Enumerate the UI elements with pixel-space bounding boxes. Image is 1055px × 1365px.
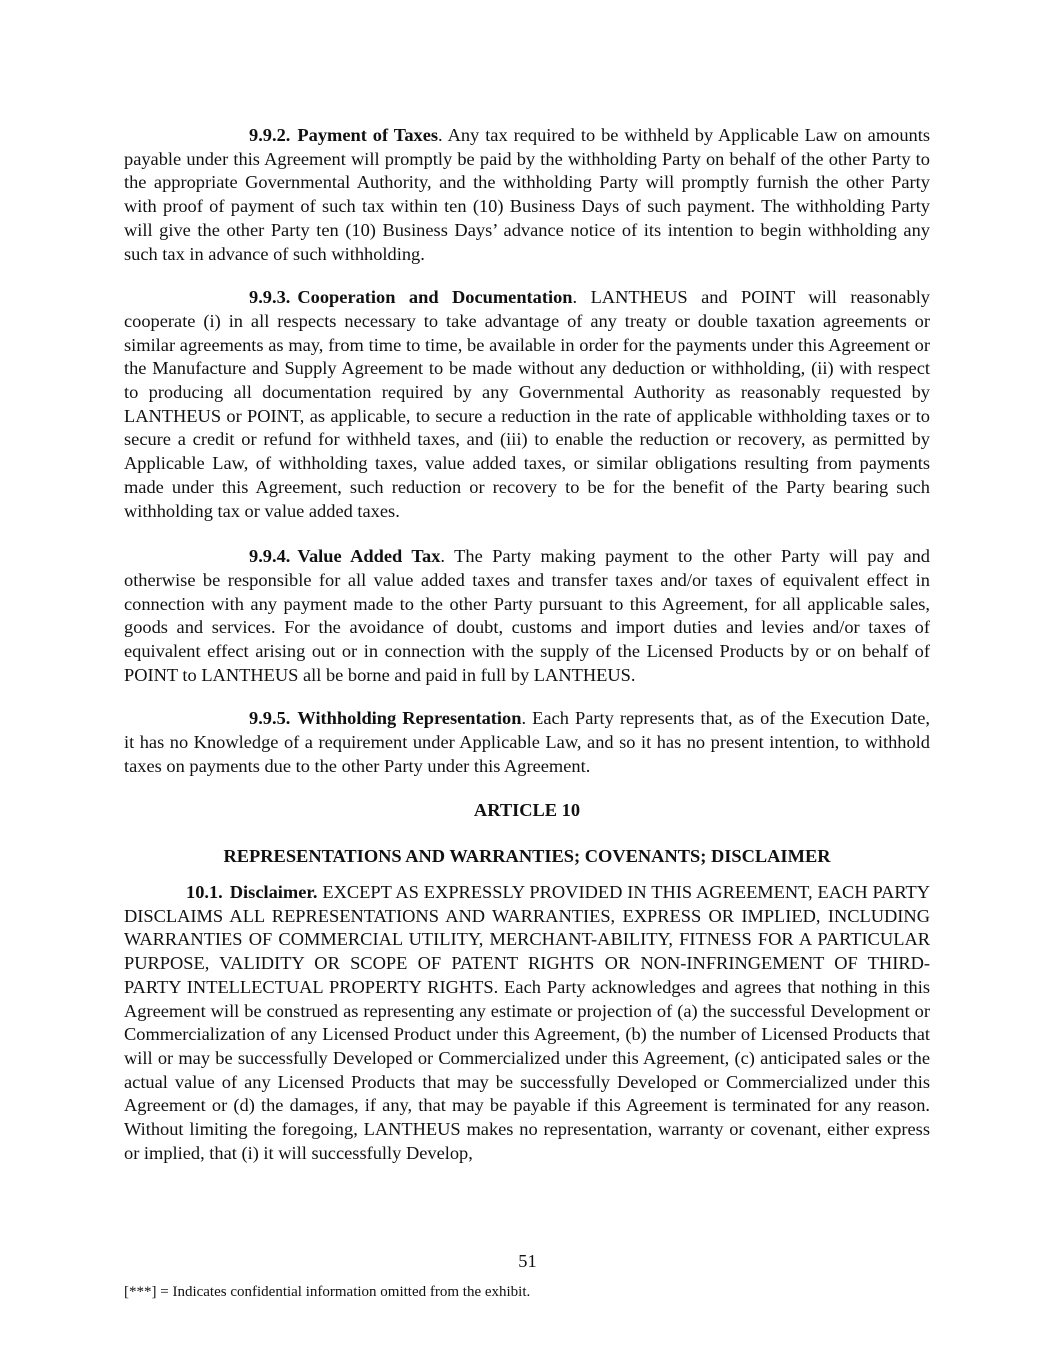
section-body: . Each Party represents that, as of the Execution Date, it has no Knowledge of a requirement under Applicable Law, and so it has no present intention, to withhold taxes on payments due to the other Party under this Agreement. (124, 708, 930, 776)
section-9-9-5 (124, 707, 930, 778)
page-number: 51 (518, 1251, 537, 1271)
section-number: 9.9.3. (249, 287, 291, 308)
section-number: 9.9.2. (249, 125, 291, 145)
section-number: 9.9.5. (249, 708, 291, 729)
section-body: . LANTHEUS and POINT will reasonably cooperate (i) in all respects necessary to take advantage of any treaty or double taxation agreements or similar agreements as may, from time to time, be available in order for the payments under this Agreement or the Manufacture and Supply Agreement to be made without any deduction or withholding, (ii) with respect to producing all documentation required by any Governmental Authority as reasonably requested by LANTHEUS or POINT, as applicable, to secure a reduction in the rate of applicable withholding taxes or to secure a credit or refund for withheld taxes, and (iii) to enable the reduction or recovery, as permitted by Applicable Law, of withholding taxes, value added taxes, or similar obligations resulting from payments made under this Agreement, such reduction or recovery to be for the benefit of the Party bearing such withholding tax or value added taxes. (124, 287, 930, 521)
section-title: Cooperation and Documentation (297, 287, 573, 308)
section-title: Payment of Taxes (297, 125, 439, 145)
document-page (124, 124, 930, 1165)
section-10-1 (124, 881, 930, 1165)
section-title: Value Added Tax (297, 546, 441, 567)
section-title: Disclaimer. (229, 881, 318, 902)
section-title: Withholding Representation (297, 708, 522, 729)
section-body: EXCEPT AS EXPRESSLY PROVIDED IN THIS AGREEMENT, EACH PARTY DISCLAIMS ALL REPRESENTATIONS AND WARRANTIES, EXPRESS OR IMPLIED, INCLUDING WARRANTIES OF COMMERCIAL UTILITY, MERCHANT-ABILITY, FITNESS FOR A PARTICULAR PURPOSE, VALIDITY OR SCOPE OF PATENT RIGHTS OR NON-INFRINGEMENT OF THIRD-PARTY INTELLECTUAL PROPERTY RIGHTS. Each Party acknowledges and agrees that nothing in this Agreement will be construed as representing any estimate or projection of (a) the successful Development or Commercialization of any Licensed Product under this Agreement, (b) the number of Licensed Products that will or may be successfully Developed or Commercialized under this Agreement, (c) anticipated sales or the actual value of any Licensed Products that may be successfully Developed or Commercialized under this Agreement or (d) the damages, if any, that may be payable if this Agreement is terminated for any reason. Without limiting the foregoing, LANTHEUS makes no representation, warranty or covenant, either express or implied, that (i) it will successfully Develop, (124, 881, 930, 1163)
section-body: . Any tax required to be withheld by Applicable Law on amounts payable under this Agreement will promptly be paid by the withholding Party on behalf of the other Party to the appropriate Governmental Authority, and the withholding Party will promptly furnish the other Party with proof of payment of such tax within ten (10) Business Days of such payment. The withholding Party will give the other Party ten (10) Business Days’ advance notice of its intention to begin withholding any such tax in advance of such withholding. (124, 125, 930, 264)
section-number: 10.1. (186, 881, 223, 902)
footnote: [***] = Indicates confidential information omitted from the exhibit. (124, 1284, 531, 1300)
section-9-9-4 (124, 545, 930, 687)
article-number: ARTICLE 10 (473, 799, 581, 820)
article-title: REPRESENTATIONS AND WARRANTIES; COVENANTS; DISCLAIMER (223, 846, 831, 867)
section-9-9-2 (124, 124, 930, 266)
section-number: 9.9.4. (249, 546, 291, 567)
section-body: . The Party making payment to the other Party will pay and otherwise be responsible for all value added taxes and transfer taxes and/or taxes of equivalent effect in connection with any payment made to the other Party pursuant to this Agreement, for all applicable sales, goods and services. For the avoidance of doubt, customs and import duties and levies and/or taxes of equivalent effect arising out or in connection with the supply of the Licensed Products by or on behalf of POINT to LANTHEUS all be borne and paid in full by LANTHEUS. (124, 546, 930, 685)
section-9-9-3 (124, 286, 930, 523)
